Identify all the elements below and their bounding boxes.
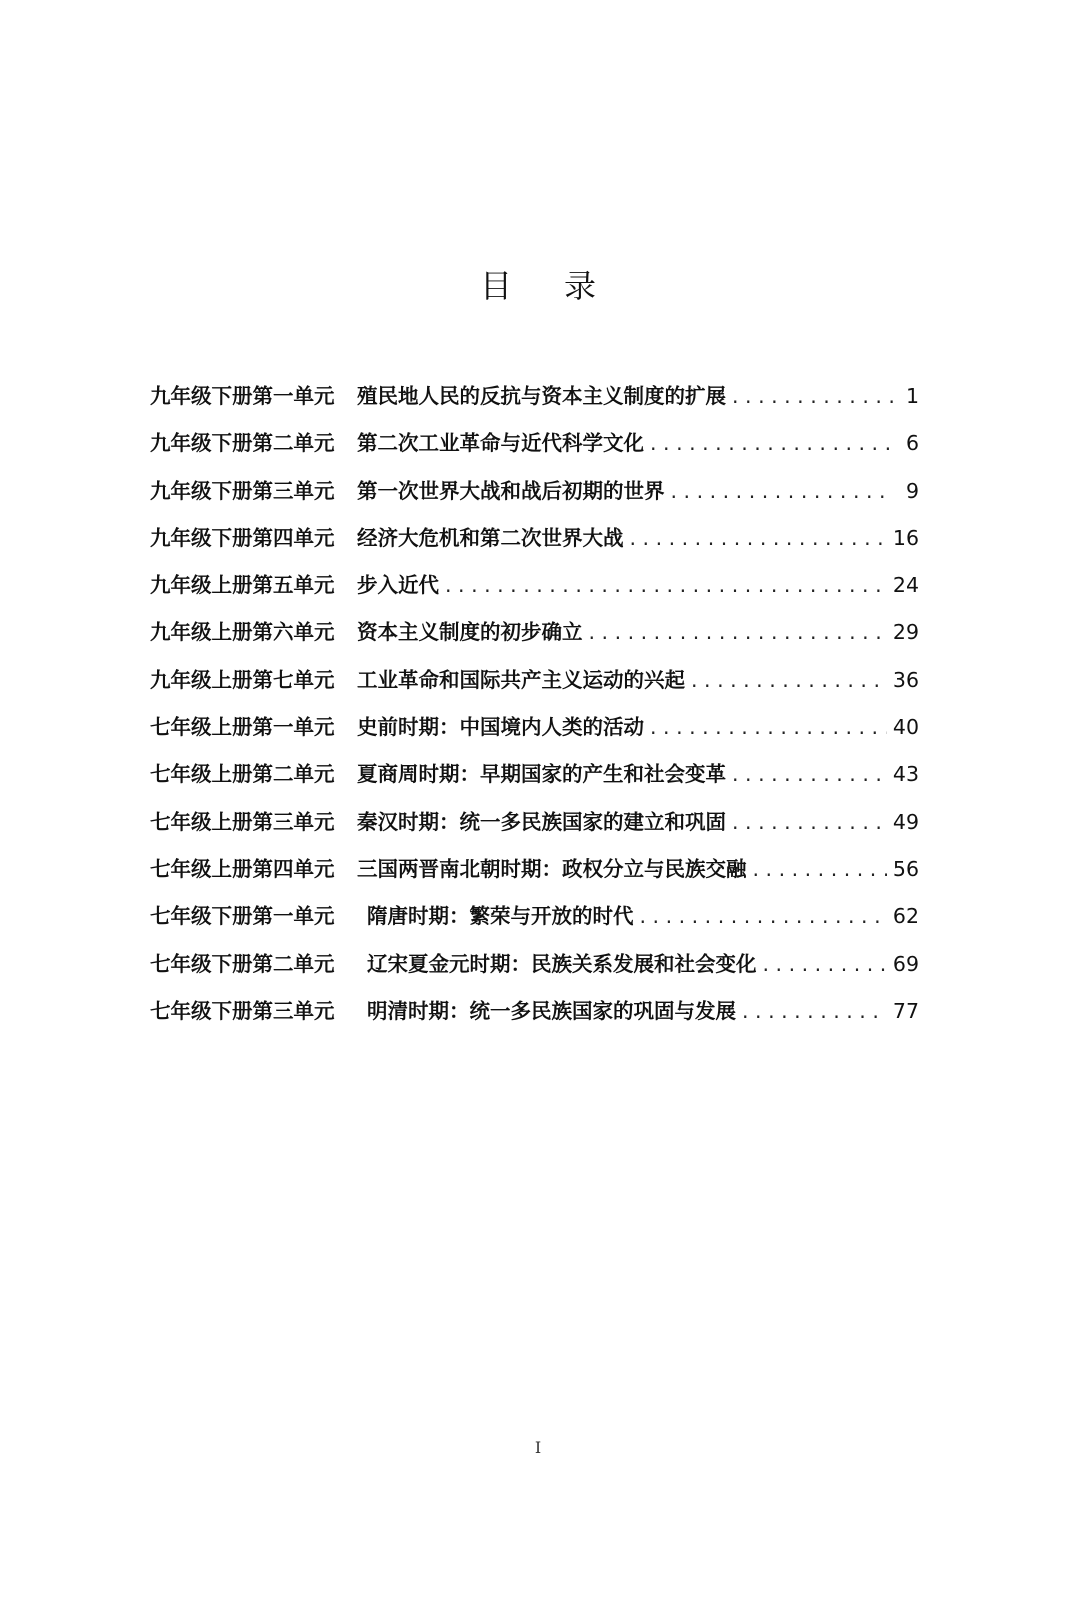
toc-page-number: 24 [892, 573, 919, 598]
dot-leader [732, 799, 887, 846]
dot-leader [691, 657, 887, 704]
toc-entry[interactable] [150, 893, 919, 940]
toc-unit-label: 七年级上册第四单元 [150, 856, 335, 881]
toc-unit-label: 七年级上册第三单元 [150, 809, 335, 834]
dot-leader [589, 609, 887, 656]
toc-topic-label: 明清时期：统一多民族国家的巩固与发展 [367, 998, 736, 1023]
dot-leader [630, 515, 887, 562]
toc-list [150, 373, 919, 1035]
toc-page-number: 1 [905, 384, 919, 408]
toc-entry[interactable] [150, 420, 919, 467]
toc-entry[interactable] [150, 751, 919, 798]
toc-topic-label: 隋唐时期：繁荣与开放的时代 [367, 904, 634, 929]
toc-unit-label: 九年级下册第二单元 [150, 431, 335, 456]
toc-entry[interactable] [150, 846, 919, 893]
toc-unit-label: 九年级上册第五单元 [150, 573, 335, 598]
toc-page-number: 56 [892, 856, 919, 881]
toc-topic-label: 经济大危机和第二次世界大战 [357, 525, 624, 550]
toc-page-number: 77 [892, 998, 919, 1023]
toc-page-number: 40 [892, 715, 919, 740]
dot-leader [640, 893, 887, 940]
toc-page-number: 29 [892, 620, 919, 645]
toc-title [0, 262, 1076, 310]
dot-leader [650, 420, 893, 467]
toc-page-number: 43 [892, 762, 919, 787]
toc-topic-label: 殖民地人民的反抗与资本主义制度的扩展 [357, 384, 726, 408]
dot-leader [763, 941, 887, 988]
toc-unit-label: 七年级下册第三单元 [150, 998, 335, 1023]
toc-entry[interactable] [150, 988, 919, 1035]
toc-topic-label: 夏商周时期：早期国家的产生和社会变革 [357, 762, 726, 787]
toc-unit-label: 九年级上册第六单元 [150, 620, 335, 645]
toc-entry[interactable] [150, 468, 919, 515]
toc-unit-label: 七年级上册第二单元 [150, 762, 335, 787]
page-number: I [534, 1438, 542, 1457]
dot-leader [445, 562, 887, 609]
toc-page-number: 16 [892, 525, 919, 550]
toc-unit-label: 七年级上册第一单元 [150, 715, 335, 740]
toc-entry[interactable] [150, 941, 919, 988]
toc-entry[interactable] [150, 562, 919, 609]
toc-entry[interactable] [150, 657, 919, 704]
toc-page-number: 69 [892, 951, 919, 976]
dot-leader [732, 373, 893, 420]
toc-page-number: 36 [892, 667, 919, 692]
dot-leader [671, 468, 894, 515]
toc-title-char-1: 目 [479, 267, 512, 305]
dot-leader [753, 846, 887, 893]
toc-title-char-2: 录 [564, 267, 597, 305]
toc-unit-label: 九年级下册第四单元 [150, 525, 335, 550]
toc-page-number: 49 [892, 809, 919, 834]
dot-leader [732, 751, 887, 798]
toc-entry[interactable] [150, 373, 919, 420]
toc-topic-label: 步入近代 [357, 573, 439, 598]
toc-page-number: 62 [892, 904, 919, 929]
toc-topic-label: 第二次工业革命与近代科学文化 [357, 431, 644, 456]
toc-entry[interactable] [150, 704, 919, 751]
dot-leader [650, 704, 887, 751]
toc-unit-label: 七年级下册第一单元 [150, 904, 335, 929]
toc-page-number: 6 [905, 431, 919, 456]
toc-entry[interactable] [150, 609, 919, 656]
toc-topic-label: 资本主义制度的初步确立 [357, 620, 583, 645]
toc-unit-label: 九年级下册第三单元 [150, 478, 335, 503]
toc-entry[interactable] [150, 515, 919, 562]
toc-entry[interactable] [150, 799, 919, 846]
toc-topic-label: 工业革命和国际共产主义运动的兴起 [357, 667, 685, 692]
dot-leader [742, 988, 887, 1035]
toc-topic-label: 三国两晋南北朝时期：政权分立与民族交融 [357, 856, 747, 881]
toc-topic-label: 秦汉时期：统一多民族国家的建立和巩固 [357, 809, 726, 834]
toc-topic-label: 史前时期：中国境内人类的活动 [357, 715, 644, 740]
toc-page-number: 9 [905, 478, 919, 503]
toc-unit-label: 七年级下册第二单元 [150, 951, 335, 976]
toc-topic-label: 辽宋夏金元时期：民族关系发展和社会变化 [367, 951, 757, 976]
toc-unit-label: 九年级下册第一单元 [150, 384, 335, 408]
toc-unit-label: 九年级上册第七单元 [150, 667, 335, 692]
toc-topic-label: 第一次世界大战和战后初期的世界 [357, 478, 665, 503]
